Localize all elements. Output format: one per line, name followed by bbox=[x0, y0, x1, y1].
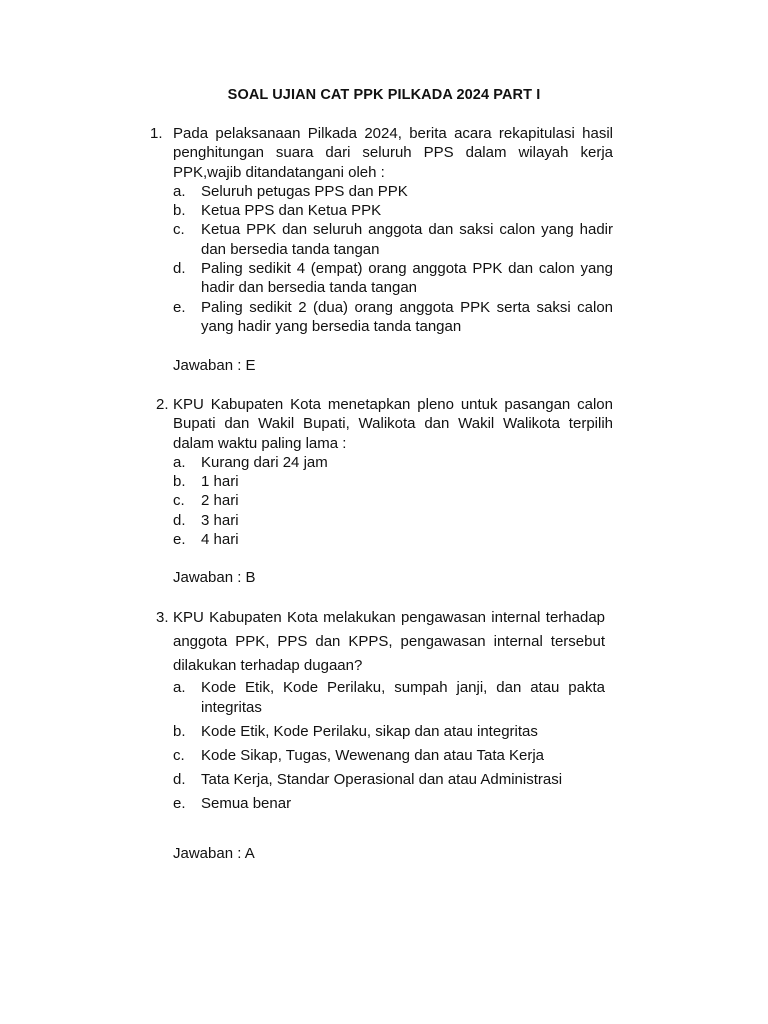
document-title: SOAL UJIAN CAT PPK PILKADA 2024 PART I bbox=[227, 87, 541, 103]
option-letter: a. bbox=[173, 182, 186, 200]
option-letter: a. bbox=[173, 453, 186, 471]
option-text: Ketua PPS dan Ketua PPK bbox=[201, 202, 382, 220]
option-text: 1 hari bbox=[201, 473, 239, 491]
answer-3: Jawaban : A bbox=[173, 845, 255, 862]
option-text: Kode Etik, Kode Perilaku, sumpah janji, dan atau pakta integritas bbox=[201, 679, 605, 716]
answer-2: Jawaban : B bbox=[173, 569, 256, 586]
option-text: Kode Etik, Kode Perilaku, sikap dan atau integritas bbox=[201, 723, 538, 740]
question-text: KPU Kabupaten Kota melakukan pengawasan internal terhadap anggota PPK, PPS dan KPPS, pengawasan internal tersebut dilakukan terhadap dugaan? bbox=[173, 609, 605, 674]
option-d bbox=[150, 259, 613, 298]
question-number: 2. bbox=[156, 396, 169, 413]
question-text: KPU Kabupaten Kota menetapkan pleno untuk pasangan calon Bupati dan Wakil Bupati, Walikota dan Wakil Walikota terpilih dalam waktu paling lama : bbox=[173, 396, 613, 452]
option-b bbox=[150, 472, 613, 491]
option-text: Paling sedikit 2 (dua) orang anggota PPK serta saksi calon yang hadir yang bersedia tanda tangan bbox=[201, 298, 613, 335]
option-letter: b. bbox=[173, 723, 186, 740]
option-text: Paling sedikit 4 (empat) orang anggota PPK dan calon yang hadir dan bersedia tanda tangan bbox=[201, 260, 613, 297]
option-e bbox=[150, 530, 613, 549]
option-e bbox=[150, 298, 613, 337]
question-text: Pada pelaksanaan Pilkada 2024, berita acara rekapitulasi hasil penghitungan suara dari seluruh PPS dalam wilayah kerja PPK,wajib ditandatangani oleh : bbox=[173, 125, 613, 181]
option-list bbox=[150, 678, 605, 814]
question-stem bbox=[150, 606, 605, 678]
question-stem bbox=[150, 395, 613, 453]
option-letter: c. bbox=[173, 221, 185, 239]
option-letter: d. bbox=[173, 771, 186, 788]
option-letter: e. bbox=[173, 531, 186, 549]
option-letter: a. bbox=[173, 679, 186, 696]
option-a bbox=[150, 182, 613, 201]
option-text: Kode Sikap, Tugas, Wewenang dan atau Tata Kerja bbox=[201, 747, 545, 764]
question-number: 1. bbox=[150, 125, 163, 142]
option-letter: e. bbox=[173, 298, 186, 316]
option-letter: d. bbox=[173, 511, 186, 529]
question-3 bbox=[150, 606, 605, 818]
option-c bbox=[150, 746, 605, 766]
option-letter: c. bbox=[173, 747, 185, 764]
question-stem bbox=[150, 124, 613, 182]
option-text: 4 hari bbox=[201, 531, 239, 549]
option-e bbox=[150, 794, 605, 814]
option-letter: e. bbox=[173, 795, 186, 812]
option-list bbox=[150, 453, 613, 549]
option-b bbox=[150, 722, 605, 742]
option-letter: c. bbox=[173, 492, 185, 510]
option-d bbox=[150, 770, 605, 790]
answer-1: Jawaban : E bbox=[173, 357, 256, 374]
option-a bbox=[150, 678, 605, 718]
option-list bbox=[150, 182, 613, 336]
option-c bbox=[150, 491, 613, 510]
option-b bbox=[150, 201, 613, 220]
option-text: Tata Kerja, Standar Operasional dan atau Administrasi bbox=[201, 771, 563, 788]
option-text: Semua benar bbox=[201, 795, 292, 812]
option-text: 2 hari bbox=[201, 492, 239, 510]
option-a bbox=[150, 453, 613, 472]
question-number: 3. bbox=[156, 609, 169, 626]
question-2 bbox=[150, 395, 613, 549]
option-text: Ketua PPK dan seluruh anggota dan saksi calon yang hadir dan bersedia tanda tangan bbox=[201, 221, 613, 258]
option-letter: d. bbox=[173, 260, 186, 278]
option-letter: b. bbox=[173, 473, 186, 491]
option-text: Kurang dari 24 jam bbox=[201, 453, 328, 471]
option-c bbox=[150, 220, 613, 259]
question-1 bbox=[150, 124, 613, 336]
option-text: Seluruh petugas PPS dan PPK bbox=[201, 182, 408, 200]
option-d bbox=[150, 511, 613, 530]
option-text: 3 hari bbox=[201, 511, 239, 529]
option-letter: b. bbox=[173, 202, 186, 220]
